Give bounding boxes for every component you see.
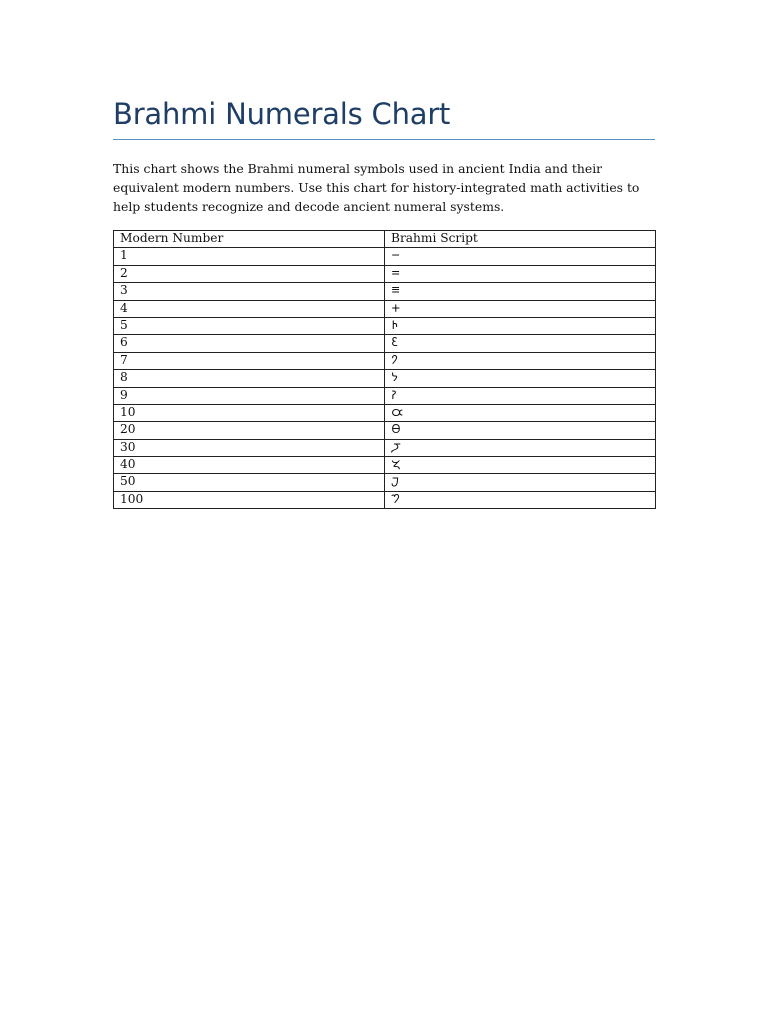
modern-number-cell: 10 <box>114 404 385 421</box>
table-row <box>114 265 656 282</box>
modern-number-cell: 50 <box>114 474 385 491</box>
table-row <box>114 248 656 265</box>
page-title: Brahmi Numerals Chart <box>113 97 451 131</box>
table-row <box>114 422 656 439</box>
table-row <box>114 387 656 404</box>
modern-number-cell: 100 <box>114 491 385 508</box>
modern-number-cell: 4 <box>114 300 385 317</box>
brahmi-glyph-cell: 𑁞 <box>385 457 656 474</box>
table-row <box>114 317 656 334</box>
brahmi-glyph-cell: 𑁓 <box>385 265 656 282</box>
document-page <box>113 0 655 509</box>
modern-number-cell: 1 <box>114 248 385 265</box>
brahmi-glyph-cell: 𑁤 <box>385 491 656 508</box>
brahmi-glyph-cell: 𑁜 <box>385 422 656 439</box>
intro-paragraph: This chart shows the Brahmi numeral symbols used in ancient India and their equivalent modern numbers. Use this chart for history-integrated math activities to help students recognize and decode ancient numeral systems. <box>113 161 640 214</box>
header-brahmi-script: Brahmi Script <box>385 231 656 248</box>
brahmi-glyph-cell: 𑁝 <box>385 439 656 456</box>
modern-number-cell: 6 <box>114 335 385 352</box>
table-row <box>114 439 656 456</box>
brahmi-glyph-cell: 𑁙 <box>385 370 656 387</box>
table-row <box>114 474 656 491</box>
table-row <box>114 283 656 300</box>
brahmi-glyph-cell: 𑁒 <box>385 248 656 265</box>
modern-number-cell: 8 <box>114 370 385 387</box>
modern-number-cell: 5 <box>114 317 385 334</box>
table-row <box>114 335 656 352</box>
table-row <box>114 370 656 387</box>
header-modern-number: Modern Number <box>114 231 385 248</box>
modern-number-cell: 40 <box>114 457 385 474</box>
brahmi-numerals-table <box>113 230 656 509</box>
table-row <box>114 404 656 421</box>
table-row <box>114 352 656 369</box>
modern-number-cell: 9 <box>114 387 385 404</box>
modern-number-cell: 2 <box>114 265 385 282</box>
brahmi-glyph-cell: 𑁖 <box>385 317 656 334</box>
brahmi-glyph-cell: 𑁚 <box>385 387 656 404</box>
modern-number-cell: 20 <box>114 422 385 439</box>
modern-number-cell: 30 <box>114 439 385 456</box>
brahmi-glyph-cell: 𑁔 <box>385 283 656 300</box>
title-divider <box>113 139 655 140</box>
brahmi-glyph-cell: 𑁛 <box>385 404 656 421</box>
modern-number-cell: 7 <box>114 352 385 369</box>
modern-number-cell: 3 <box>114 283 385 300</box>
table-row <box>114 300 656 317</box>
brahmi-glyph-cell: 𑁟 <box>385 474 656 491</box>
table-header-row <box>114 231 656 248</box>
brahmi-glyph-cell: 𑁗 <box>385 335 656 352</box>
brahmi-glyph-cell: 𑁕 <box>385 300 656 317</box>
table-row <box>114 457 656 474</box>
brahmi-glyph-cell: 𑁘 <box>385 352 656 369</box>
table-row <box>114 491 656 508</box>
